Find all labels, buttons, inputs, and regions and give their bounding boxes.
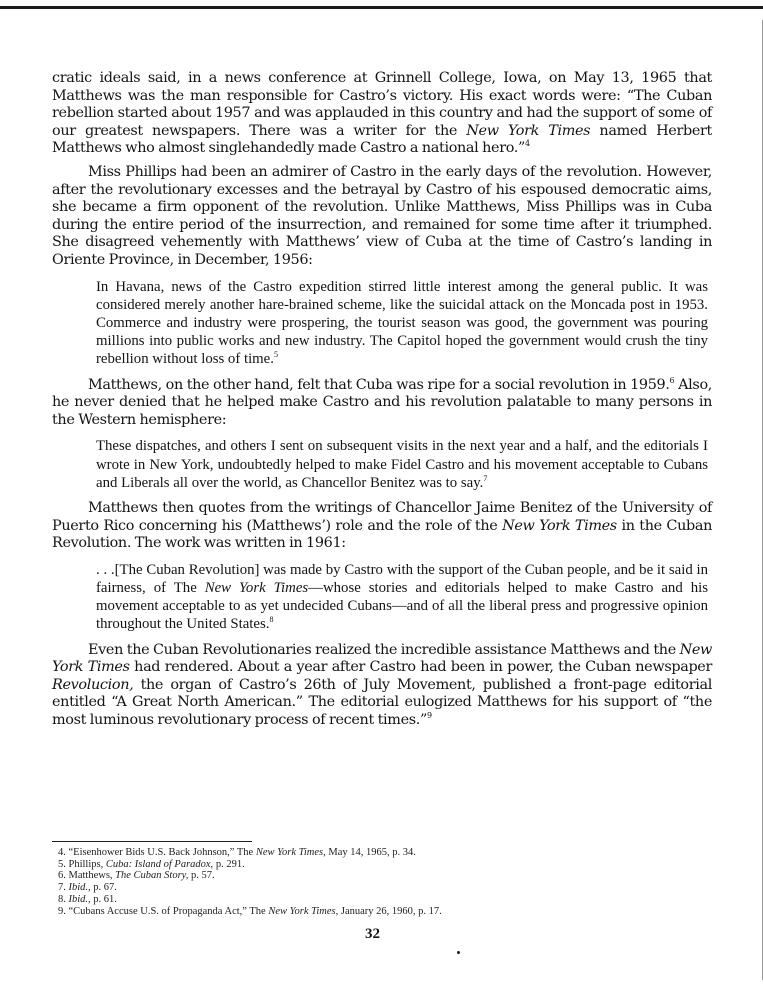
text-run: Miss Phillips had been an admirer of Castro in the early days of the revolution. However, after the revolutionary excesses and the betrayal by Castro of his espoused democratic aims, she became a firm opponent of the revolution. Unlike Matthews, Miss Phillips was in Cuba during the entire period of the insurrection, and remained for some time after it triumphed. She disagreed vehemently with Matthews’ view of Cuba at the time of Castro’s landing in Oriente Province, in December, 1956:: [52, 163, 712, 268]
italic-text: New York Times,: [255, 847, 326, 858]
italic-text: New York Times: [204, 579, 309, 596]
text-run: . . .[The Cuban Revolution] was made by Castro with the support of the Cuban people, and be it said in fairness, of The: [96, 561, 708, 596]
footnote: [58, 906, 658, 918]
footnote-ref: 9: [427, 710, 432, 720]
text-run: 9. “Cubans Accuse U.S. of Propaganda Act,” The: [58, 905, 269, 917]
footnote: [58, 882, 658, 894]
text-run: In Havana, news of the Castro expedition stirred little interest among the general public. It was considered merely another hare-brained scheme, like the suicidal attack on the Moncada post in 1953. Commerce and industry were prospering, the tourist season was good, the government was pouring millions into public works and new industry. The Capitol hoped the government would crush the tiny rebellion without loss of time.: [96, 278, 708, 368]
text-run: May 14, 1965, p. 34.: [325, 847, 416, 858]
italic-text: New York Times: [502, 517, 617, 534]
block-quote: [96, 278, 708, 369]
scan-speck: [457, 951, 460, 954]
paragraph: [52, 70, 712, 158]
text-run: the organ of Castro’s 26th of July Movement, published a front-page editorial entitled “A Great North American.” The editorial eulogized Matthews for his support of “the most luminous revolutionary process of recent times.”: [52, 676, 712, 728]
text-run: 6. Matthews,: [58, 870, 116, 882]
block-quote: [96, 561, 708, 634]
text-run: Matthews then quotes from the writings of Chancellor Jaime Benitez of the University of Puerto Rico concerning his (Matthews’) role and the role of the: [52, 499, 712, 534]
italic-text: Ibid.,: [68, 893, 91, 905]
text-run: —whose stories and editorials helped to make Castro and his movement acceptable to as yet undecided Cubans—and of all the liberal press and progressive opinion throughout the United States.: [96, 579, 708, 633]
footnote: [58, 894, 658, 906]
block-quote: [96, 437, 708, 492]
top-border-rule: [0, 6, 763, 9]
text-run: p. 291.: [213, 858, 245, 870]
paragraph: [52, 377, 712, 430]
text-run: p. 61.: [90, 893, 117, 905]
footnotes: [58, 847, 658, 917]
italic-text: Ibid.,: [68, 882, 91, 894]
text-run: had rendered. About a year after Castro had been in power, the Cuban newspaper: [129, 659, 712, 676]
italic-text: New York Times: [466, 122, 591, 139]
footnote-divider: [52, 841, 252, 842]
footnote-ref: 5: [273, 350, 278, 360]
text-run: p. 67.: [90, 882, 117, 894]
footnote-ref: 7: [483, 473, 488, 483]
footnote-ref: 8: [269, 615, 274, 625]
footnote: [58, 870, 658, 882]
paragraph: [52, 642, 712, 730]
italic-text: Cuba: Island of Paradox,: [105, 858, 214, 870]
paragraph: [52, 164, 712, 270]
footnote: [58, 859, 658, 871]
text-run: 8.: [58, 893, 69, 905]
text-run: named Herbert Matthews who almost singlehandedly made Castro a national hero.”: [52, 122, 712, 157]
italic-text: New York Times,: [268, 905, 339, 917]
text-run: Even the Cuban Revolutionaries realized the incredible assistance Matthews and the: [88, 641, 680, 658]
text-run: p. 57.: [188, 870, 215, 882]
italic-text: The Cuban Story,: [115, 870, 189, 882]
footnote-ref: 4: [525, 139, 530, 149]
text-run: 5. Phillips,: [58, 858, 106, 870]
page-body: [52, 70, 712, 730]
text-run: Matthews, on the other hand, felt that Cuba was ripe for a social revolution in 1959.: [88, 376, 670, 393]
paragraph: [52, 500, 712, 553]
page-number: 32: [365, 926, 380, 942]
footnote-ref: 6: [669, 375, 675, 385]
text-run: 4. “Eisenhower Bids U.S. Back Johnson,” The: [58, 847, 256, 858]
text-run: cratic ideals said, in a news conference at Grinnell College, Iowa, on May 13, 1965 that Matthews was the man responsible for Castro’s victory. His exact words were: “The Cuban rebellion started about 1957 and was applauded in this country and had the support of some of our greatest newspapers. There was a writer for the: [52, 70, 712, 139]
italic-text: Revolucion,: [52, 676, 134, 693]
text-run: in the Cuban Revolution. The work was written in 1961:: [52, 517, 712, 552]
text-run: Also, he never denied that he helped make Castro and his revolution palatable to many persons in the Western hemisphere:: [52, 376, 712, 428]
footnote: [58, 847, 658, 859]
text-run: These dispatches, and others I sent on subsequent visits in the next year and a half, and the editorials I wrote in New York, undoubtedly helped to make Fidel Castro and his movement acceptable to Cubans and Liberals all over the world, as Chancellor Benitez was to say.: [96, 438, 708, 491]
italic-text: New York Times: [52, 641, 712, 676]
text-run: January 26, 1960, p. 17.: [338, 905, 442, 917]
text-run: 7.: [58, 882, 69, 894]
